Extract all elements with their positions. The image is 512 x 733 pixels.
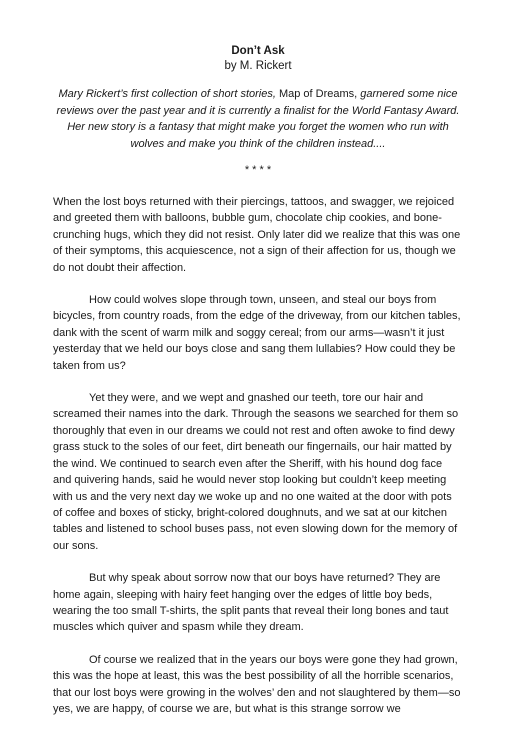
author-byline: by M. Rickert (224, 60, 292, 72)
paragraph-2: How could wolves slope through town, unseen, and steal our boys from bicycles, from country roads, from the edge of the driveway, from our kitchen tables, dank with the scent of warm milk and soggy cereal; from our arms—wasn’t it just yesterday that we held our boys close and sang them lullabies? How could they be taken from us? (53, 294, 461, 372)
intro-text-part1: Mary Rickert’s first collection of short stories, (58, 88, 276, 100)
intro-book-title: Map of Dreams, (275, 88, 361, 100)
section-separator: * * * * (244, 164, 272, 176)
paragraph-1: When the lost boys returned with their piercings, tattoos, and swagger, we rejoiced and greeted them with balloons, bubble gum, chocolate chip cookies, and bone-crunching hugs, which they did not resist. Only later did we realize that this was one of their symptoms, this acquiescence, not a sign of their affection for us, though we do not doubt their affection. (53, 196, 461, 274)
paragraph-3: Yet they were, and we wept and gnashed our teeth, tore our hair and screamed their names into the dark. Through the seasons we searched for them so thoroughly that even in our dreams we could not rest and often awoke to find dewy grass stuck to the soles of our feet, dirt beneath our fingernails, our hair matted by the wind. We continued to search even after the Sheriff, with his hound dog face and quivering hands, said he would never stop looking but couldn’t keep meeting with us and the very next day we woke up and no one waited at the door with pots of coffee and boxes of sticky, bright-colored doughnuts, and we sat at our kitchen tables and listened to school buses pass, not even slowing down for the memory of our sons. (53, 392, 459, 552)
story-title: Don’t Ask (231, 45, 285, 57)
paragraph-5: Of course we realized that in the years our boys were gone they had grown, this was the hope at least, this was the best possibility of all the horrible scenarios, that our lost boys were growing in the wolves’ den and not slaughtered by them—so yes, we are happy, of course we are, but what is this strange sorrow we (53, 653, 461, 715)
intro-text-part2: garnered some nice reviews over the past year and it is currently a finalist for the World Fantasy Award. Her new story is a fantasy that might make you forget the women who run with wolves and make you think of the children instead.... (56, 88, 460, 150)
paragraph-4: But why speak about sorrow now that our boys have returned? They are home again, sleeping with hairy feet hanging over the edges of little boy beds, wearing the too small T-shirts, the split pants that reveal their long bones and taut muscles which quiver and spasm while they dream. (53, 572, 449, 634)
intro-blurb (53, 86, 463, 152)
document-page (53, 44, 463, 733)
